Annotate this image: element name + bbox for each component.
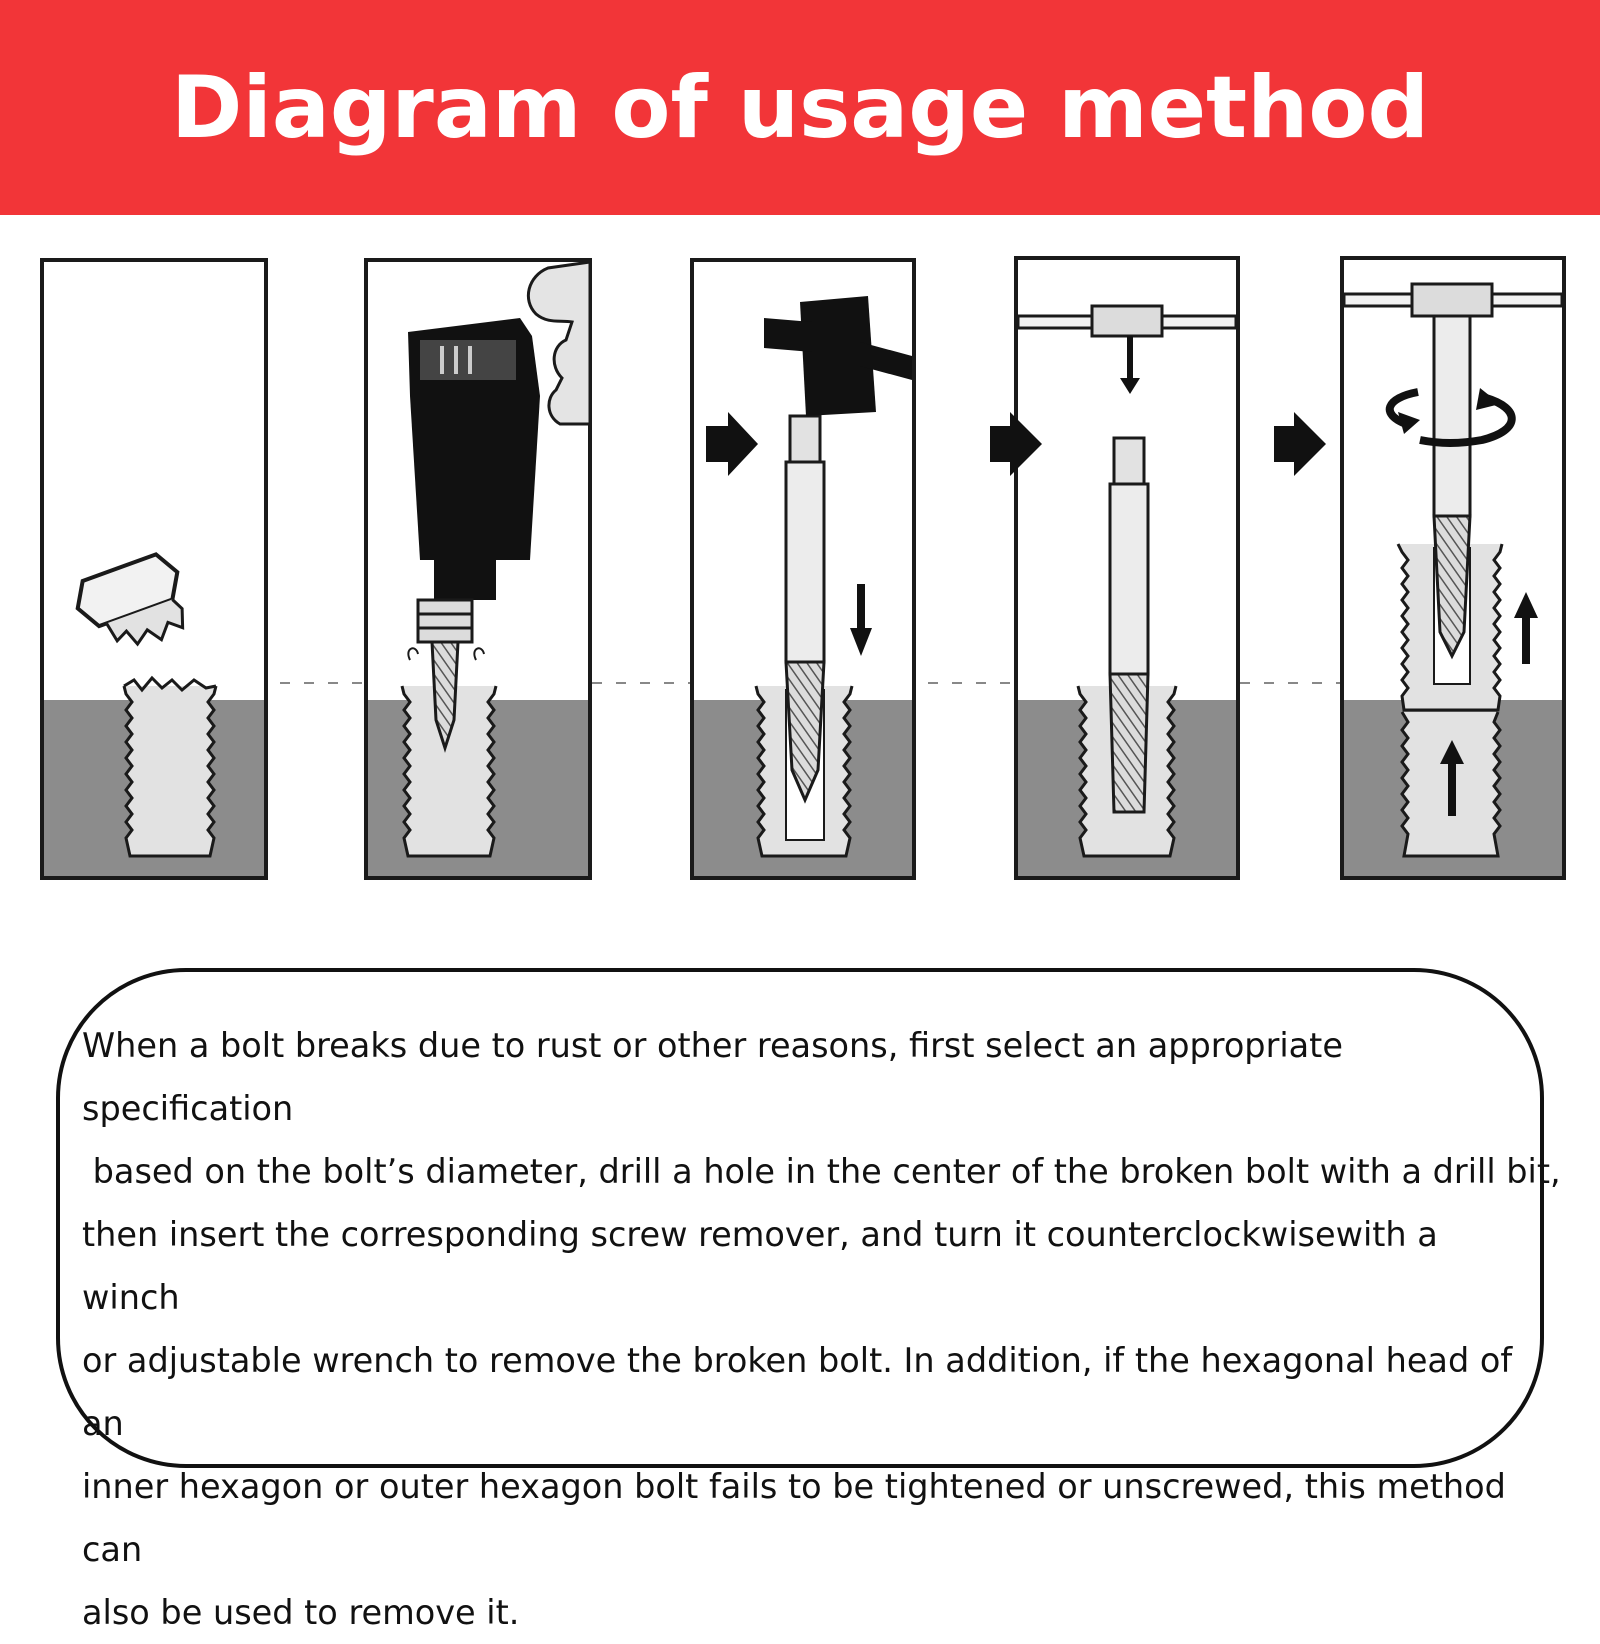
screw-extractor-icon [786, 416, 824, 800]
description-line: inner hexagon or outer hexagon bolt fails to be tightened or unscrewed, this method can [82, 1467, 1506, 1569]
page-title: Diagram of usage method [170, 57, 1430, 158]
step-panel-1 [42, 260, 266, 878]
thread-hole [124, 686, 216, 856]
usage-steps-diagram [0, 215, 1600, 905]
description-line: When a bolt breaks due to rust or other reasons, first select an appropriate specification [82, 1026, 1343, 1128]
step-panel-2 [366, 260, 590, 878]
description-text [82, 1014, 1561, 1644]
description-line: or adjustable wrench to remove the broken bolt. In addition, if the hexagonal head of an [82, 1341, 1513, 1443]
step-panel-4 [990, 258, 1238, 878]
step-panel-3 [692, 260, 914, 878]
description-line: then insert the corresponding screw remover, and turn it counterclockwisewith a winch [82, 1215, 1438, 1317]
arrow-right-icon [1274, 412, 1326, 476]
step-panel-5 [1274, 258, 1564, 878]
description-box [56, 968, 1561, 1632]
screw-extractor-icon [1434, 306, 1470, 656]
screw-extractor-icon [1110, 438, 1148, 812]
header-banner [0, 0, 1600, 215]
description-line: based on the bolt’s diameter, drill a hole in the center of the broken bolt with a drill bit, [82, 1152, 1561, 1191]
description-line: also be used to remove it. [82, 1593, 520, 1632]
